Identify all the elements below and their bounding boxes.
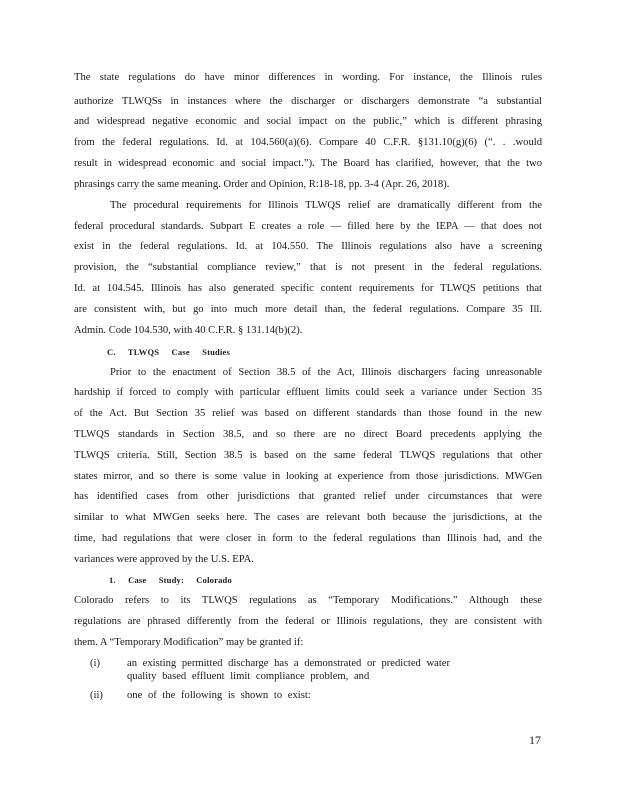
text-line: phrasings carry the same meaning. Order and Opinion, R:18-18, pp. 3-4 (Apr. 26, 2018).: [74, 179, 450, 190]
text-line: result in widespread economic and social impact.”). The Board has clarified, however, that the two: [74, 158, 542, 169]
text-line: hardship if forced to comply with particular effluent limits could seek a variance under Section 35: [74, 387, 542, 398]
text-line: Colorado refers to its TLWQS regulations as “Temporary Modifications.” Although these: [74, 595, 542, 606]
list-number: (ii): [90, 690, 103, 701]
text-line: authorize TLWQSs in instances where the discharger or dischargers demonstrate “a substantial: [74, 96, 542, 107]
text-line: The state regulations do have minor differences in wording. For instance, the Illinois rules: [74, 72, 542, 83]
subsection-heading: 1. Case Study: Colorado: [109, 575, 232, 585]
text-line: regulations are phrased differently from the federal or Illinois regulations, they are consistent with: [74, 616, 542, 627]
list-item-text: an existing permitted discharge has a demonstrated or predicted water: [127, 658, 451, 669]
section-heading: C. TLWQS Case Studies: [107, 347, 231, 357]
text-line: TLWQS criteria. Still, Section 38.5 is based on the same federal TLWQS regulations that other: [74, 450, 542, 461]
page-number: 17: [529, 733, 541, 747]
text-line: similar to what MWGen seeks here. The cases are relevant both because the jurisdictions, at the: [74, 512, 542, 523]
text-line: has identified cases from other jurisdictions that granted relief under circumstances that were: [74, 491, 542, 502]
text-line: Prior to the enactment of Section 38.5 of the Act, Illinois dischargers facing unreasonable: [110, 367, 542, 378]
text-line: and widespread negative economic and social impact on the public,” which is different phrasing: [74, 116, 542, 127]
text-line: exist in the federal regulations. Id. at 104.550. The Illinois regulations also have a screening: [74, 241, 542, 252]
text-line: variances were approved by the U.S. EPA.: [74, 554, 254, 565]
list-item-text: quality based effluent limit compliance problem, and: [127, 671, 370, 682]
text-line: from the federal regulations. Id. at 104.560(a)(6). Compare 40 C.F.R. §131.10(g)(6) (“. . .would: [74, 137, 542, 148]
text-line: time, had regulations that were closer in form to the federal regulations than Illinois had, and the: [74, 533, 542, 544]
text-line: Admin. Code 104.530, with 40 C.F.R. § 131.14(b)(2).: [74, 325, 303, 336]
list-item-text: one of the following is shown to exist:: [127, 690, 311, 701]
text-line: provision, the “substantial compliance review,” that is not present in the federal regulations.: [74, 262, 542, 273]
text-line: federal procedural standards. Subpart E creates a role — filled here by the IEPA — that does not: [74, 221, 542, 232]
text-line: of the Act. But Section 35 relief was based on different standards than those found in the new: [74, 408, 542, 419]
text-line: are consistent with, but go into much more detail than, the federal regulations. Compare 35 Ill.: [74, 304, 542, 315]
text-line: TLWQS standards in Section 38.5, and so there are no direct Board precedents applying the: [74, 429, 542, 440]
text-line: The procedural requirements for Illinois TLWQS relief are dramatically different from the: [110, 200, 542, 211]
list-number: (i): [90, 658, 100, 669]
text-line: states mirror, and so there is some value in looking at experience from those jurisdictions. MWGen: [74, 471, 542, 482]
text-line: them. A “Temporary Modification” may be granted if:: [74, 637, 304, 648]
text-line: Id. at 104.545. Illinois has also generated specific content requirements for TLWQS petitions that: [74, 283, 542, 294]
